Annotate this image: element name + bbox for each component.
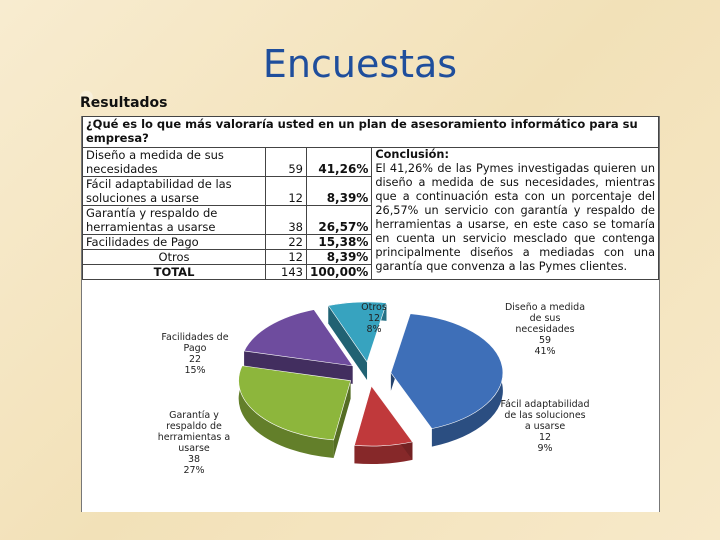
pie-label: [154, 410, 234, 476]
option-cell: Garantía y respaldo de herramientas a usarse: [83, 206, 266, 235]
pie-slice: [354, 386, 412, 464]
conclusion-cell: [372, 148, 659, 280]
conclusion-title: Conclusión:: [375, 148, 449, 161]
pie-label-percent: 27%: [183, 465, 205, 476]
pie-label: [500, 399, 590, 454]
pie-label-value: 38: [187, 454, 201, 465]
pie-label: [500, 302, 590, 357]
option-cell: Diseño a medida de sus necesidades: [83, 148, 266, 177]
pie-label-category: Diseño a medida de sus necesidades: [504, 302, 586, 335]
count-cell: 38: [266, 206, 307, 235]
pie-slice: [239, 366, 351, 458]
total-count: 143: [266, 265, 307, 280]
option-cell: Otros: [83, 250, 266, 265]
pie-label-category: Otros: [361, 302, 387, 313]
conclusion-text: El 41,26% de las Pymes investigadas quieren un diseño a medida de sus necesidades, mientras que a continuación esta con un porcentaje del 26,57% un servicio con garantía y respaldo de herramientas a usarse, en este caso se tomaría en cuenta un servicio mesclado que contenga principalmente diseños a mediadas con una garantía que convenza a las Pymes clientes.: [375, 162, 655, 273]
pie-slice-top: [354, 386, 412, 446]
percent-cell: 8,39%: [307, 250, 372, 265]
count-cell: 59: [266, 148, 307, 177]
pie-label-category: Facilidades de Pago: [161, 332, 229, 354]
pie-label-value: 22: [188, 354, 202, 365]
survey-table: [82, 116, 659, 280]
percent-cell: 15,38%: [307, 235, 372, 250]
pie-label-percent: 9%: [537, 443, 553, 454]
pie-slice: [391, 314, 503, 447]
pie-label-percent: 8%: [366, 324, 382, 335]
pie-label-percent: 15%: [184, 365, 206, 376]
pie-label-value: 59: [538, 335, 552, 346]
percent-cell: 41,26%: [307, 148, 372, 177]
total-percent: 100,00%: [307, 265, 372, 280]
count-cell: 12: [266, 250, 307, 265]
pie-label-category: Fácil adaptabilidad de las soluciones a usarse: [500, 399, 590, 432]
pie-label-percent: 41%: [534, 346, 556, 357]
pie-label-category: Garantía y respaldo de herramientas a usarse: [157, 410, 231, 454]
survey-question: ¿Qué es lo que más valoraría usted en un plan de asesoramiento informático para su empresa?: [83, 117, 659, 148]
table-row: [83, 148, 659, 177]
pie-label: [344, 302, 404, 335]
option-cell: Fácil adaptabilidad de las soluciones a usarse: [83, 177, 266, 206]
total-label: TOTAL: [83, 265, 266, 280]
count-cell: 12: [266, 177, 307, 206]
percent-cell: 8,39%: [307, 177, 372, 206]
option-cell: Facilidades de Pago: [83, 235, 266, 250]
count-cell: 22: [266, 235, 307, 250]
pie-label-value: 12: [367, 313, 381, 324]
results-sheet: [81, 116, 660, 512]
section-subtitle: Resultados: [80, 95, 168, 111]
pie-label-value: 12: [538, 432, 552, 443]
pie-label: [152, 332, 238, 376]
page-title: Encuestas: [262, 42, 458, 86]
percent-cell: 26,57%: [307, 206, 372, 235]
